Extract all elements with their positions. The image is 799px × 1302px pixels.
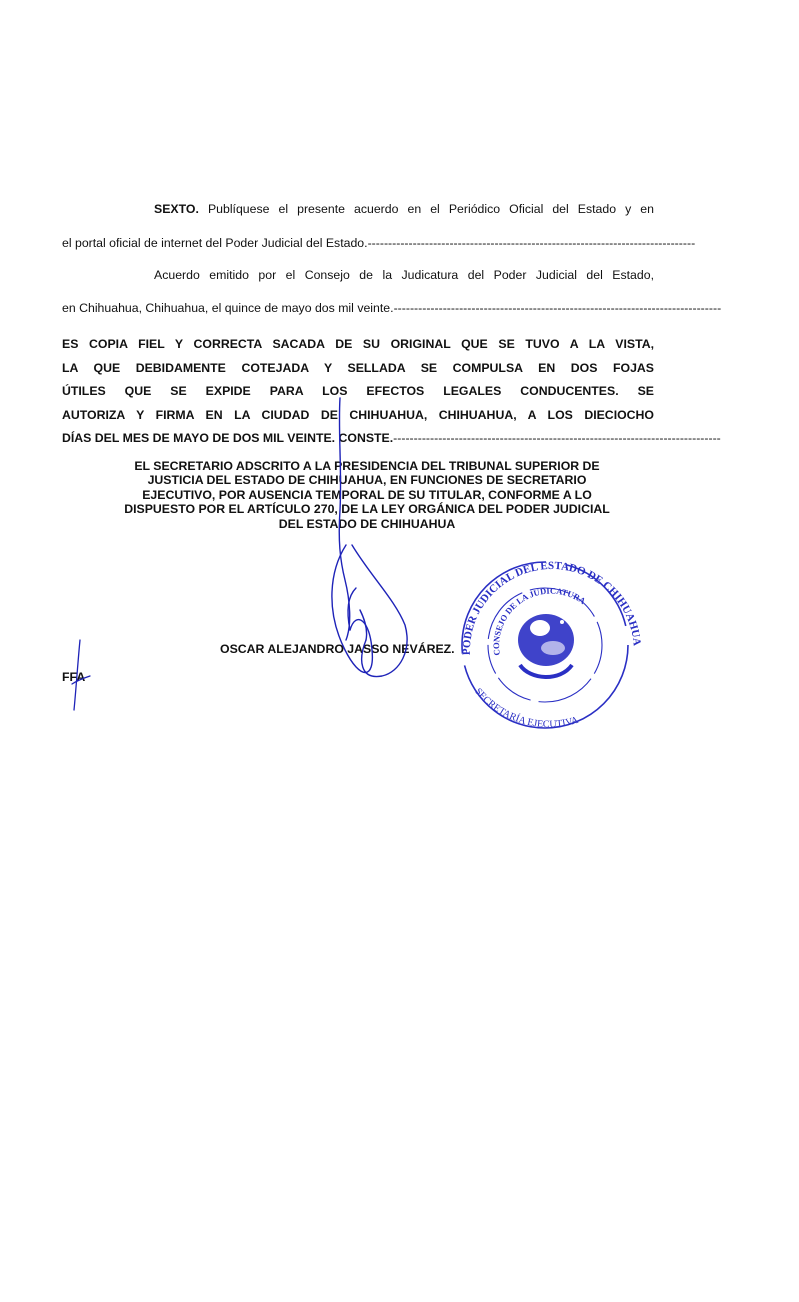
signatory-title-line-1: EL SECRETARIO ADSCRITO A LA PRESIDENCIA DEL TRIBUNAL SUPERIOR DE [134,459,600,473]
svg-text:SECRETARÍA EJECUTIVA [472,686,580,730]
seal-eagle-emblem [518,612,574,677]
signatory-title-line-4: DISPUESTO POR EL ARTÍCULO 270, DE LA LEY ORGÁNICA DEL PODER JUDICIAL [124,502,610,517]
dash-fill: -------------------------------------------------------------------------------- [367,236,696,250]
sexto-text-2: el portal oficial de internet del Poder Judicial del Estado. [62,236,368,250]
acuerdo-text-1: Acuerdo emitido por el Consejo de la Judicatura del Poder Judicial del Estado, [154,268,654,282]
seal-outer-text: PODER JUDICIAL DEL ESTADO DE CHIHUAHUA [460,559,643,656]
signatory-name: OSCAR ALEJANDRO JASSO NEVÁREZ. [220,642,455,656]
certification-line-1: ES COPIA FIEL Y CORRECTA SACADA DE SU ORIGINAL QUE SE TUVO A LA VISTA, [62,337,654,351]
certification-line-2: LA QUE DEBIDAMENTE COTEJADA Y SELLADA SE COMPULSA EN DOS FOJAS [62,360,654,375]
signatory-title-line-5: DEL ESTADO DE CHIHUAHUA [278,516,456,531]
seal-bottom-text: SECRETARÍA EJECUTIVA [472,686,580,731]
dash-fill: -------------------------------------------------------------------------------- [393,431,721,445]
sexto-text-1: Publíquese el presente acuerdo en el Periódico Oficial del Estado y en [207,202,654,216]
acuerdo-text-2: en Chihuahua, Chihuahua, el quince de mayo dos mil veinte. [62,301,394,315]
certification-line-4: AUTORIZA Y FIRMA EN LA CIUDAD DE CHIHUAHUA, CHIHUAHUA, A LOS DIECIOCHO [62,407,654,422]
sexto-label: SEXTO. [154,202,199,216]
signatory-title-line-3: EJECUTIVO, POR AUSENCIA TEMPORAL DE SU TITULAR, CONFORME A LO [142,487,592,502]
initials: FFA [62,670,86,684]
dash-fill: -------------------------------------------------------------------------------- [393,301,722,315]
certification-text-5: DÍAS DEL MES DE MAYO DE DOS MIL VEINTE. CONSTE. [62,431,394,445]
seal-inner-text: CONSEJO DE LA JUDICATURA [491,585,588,657]
certification-line-3: ÚTILES QUE SE EXPIDE PARA LOS EFECTOS LEGALES CONDUCENTES. SE [62,384,654,398]
signatory-title-line-2: JUSTICIA DEL ESTADO DE CHIHUAHUA, EN FUNCIONES DE SECRETARIO [147,473,587,488]
